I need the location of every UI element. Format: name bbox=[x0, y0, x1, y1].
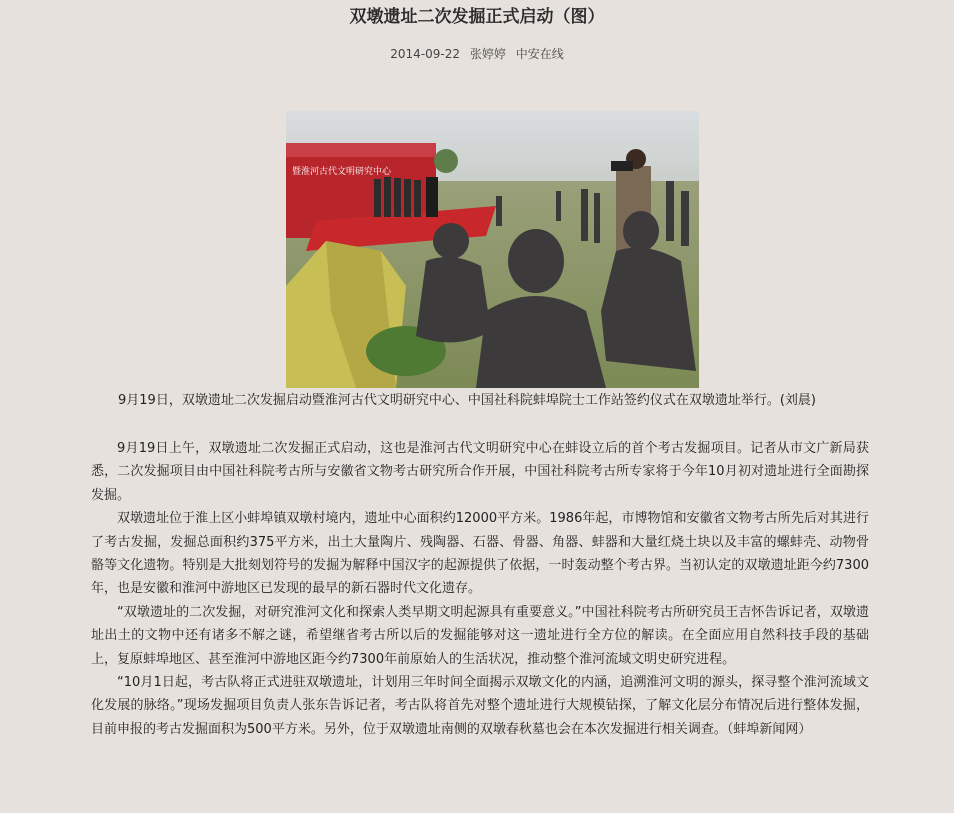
banner-text: 暨淮河古代文明研究中心 bbox=[292, 167, 392, 177]
publish-date: 2014-09-22 bbox=[390, 47, 461, 61]
photo-caption: 9月19日，双墩遗址二次发掘启动暨淮河古代文明研究中心、中国社科院蚌埠院士工作站签约仪式在双墩遗址举行。(刘晨) bbox=[118, 393, 816, 408]
article-body bbox=[91, 437, 869, 741]
article-paragraph: “10月1日起，考古队将正式进驻双墩遗址，计划用三年时间全面揭示双墩文化的内涵，追溯淮河文明的源头，探寻整个淮河流域文化发展的脉络。”现场发掘项目负责人张东告诉记者，考古队将首先对整个遗址进行大规模钻探，了解文化层分布情况后进行整体发掘，目前申报的考古发掘面积为500平方米。另外，位于双墩遗址南侧的双墩春秋墓也会在本次发掘进行相关调查。（蚌埠新闻网） bbox=[91, 675, 869, 737]
article-paragraph: 9月19日上午，双墩遗址二次发掘正式启动，这也是淮河古代文明研究中心在蚌设立后的首个考古发掘项目。记者从市文广新局获悉，二次发掘项目由中国社科院考古所与安徽省文物考古研究所合作开展，中国社科院考古所专家将于今年10月初对遗址进行全面勘探发掘。 bbox=[91, 441, 869, 503]
article-title: 双墩遗址二次发掘正式启动（图） bbox=[349, 7, 605, 27]
article-paragraph: 双墩遗址位于淮上区小蚌埠镇双墩村境内，遗址中心面积约12000平方米。1986年起，市博物馆和安徽省文物考古所先后对其进行了考古发掘，发掘总面积约375平方米，出土大量陶片、残陶器、石器、骨器、角器、蚌器和大量红烧土块以及丰富的螺蚌壳、动物骨骼等文化遗物。特别是大批刻划符号的发掘为解释中国汉字的起源提供了依据，一时轰动整个考古界。当初认定的双墩遗址距今约7300年，也是安徽和淮河中游地区已发现的最早的新石器时代文化遗存。 bbox=[91, 511, 869, 597]
source-name: 中安在线 bbox=[515, 47, 564, 61]
author-name: 张婷婷 bbox=[469, 47, 506, 61]
article-paragraph: “双墩遗址的二次发掘，对研究淮河文化和探索人类早期文明起源具有重要意义。”中国社科院考古所研究员王吉怀告诉记者，双墩遗址出土的文物中还有诸多不解之谜，希望继省考古所以后的发掘能够对这一遗址进行全方位的解读。在全面应用自然科技手段的基础上，复原蚌埠地区、甚至淮河中游地区距今约7300年前原始人的生活状况，推动整个淮河流域文明史研究进程。 bbox=[91, 604, 869, 667]
article-meta bbox=[0, 46, 954, 62]
news-photo bbox=[286, 111, 699, 388]
